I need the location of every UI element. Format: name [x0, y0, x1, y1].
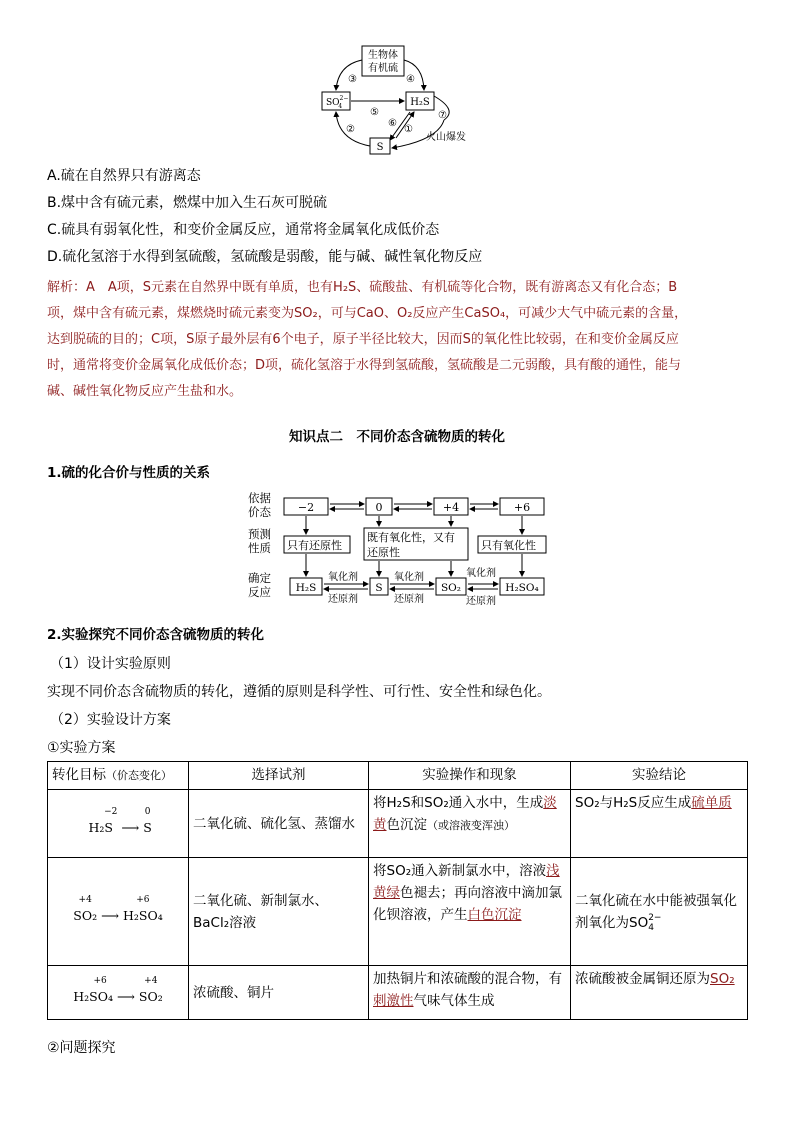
step-5: ⑤ — [370, 107, 379, 118]
valence-minus2: −2 — [297, 501, 315, 514]
design-principle: 实现不同价态含硫物质的转化，遵循的原则是科学性、可行性、安全性和绿色化。 — [47, 684, 551, 700]
option-c: C.硫具有弱氧化性，和变价金属反应，通常将金属氧化成低价态 — [47, 222, 440, 238]
option-a: A.硫在自然界只有游离态 — [47, 168, 201, 184]
reagents-3: 浓硫酸、铜片 — [189, 966, 369, 1020]
target-so2-to-h2so4: +4 SO₂ ⟶ +6 H₂SO₄ — [48, 858, 189, 966]
table-row — [48, 790, 748, 858]
species-so2: SO₂ — [440, 582, 462, 594]
row1-label-2: 价态 — [248, 505, 271, 519]
target-h2s-to-s: −2 H₂S ⟶ 0 S — [48, 790, 189, 858]
table-row — [48, 858, 748, 966]
row1-label-1: 依据 — [248, 491, 271, 505]
prop-both-1: 既有氧化性，又有 — [367, 531, 455, 544]
oxidant-2: 氧化剂 — [394, 572, 424, 583]
table-header-row — [48, 762, 748, 790]
row3-label-1: 确定 — [248, 571, 271, 585]
explanation-line-3: 达到脱硫的目的；C项，S原子最外层有6个电子，原子半径比较大，因而S的氧化性比较弱，在和变价金属反应 — [47, 332, 679, 347]
valence-plus6: +6 — [513, 501, 531, 514]
step-3: ③ — [348, 74, 357, 85]
valence-plus4: +4 — [442, 501, 460, 514]
conclusion-2: 二氧化硫在水中能被强氧化剂氧化为SO 2− 4 — [571, 858, 748, 966]
bio-label-2: 有机硫 — [368, 63, 398, 74]
reductant-3: 还原剂 — [466, 596, 496, 607]
explanation-line-2: 项，煤中含有硫元素，煤燃烧时硫元素变为SO₂，可与CaO、O₂反应产生CaSO₄，可减少大气中硫元素的含量， — [47, 306, 688, 321]
section-title: 知识点二 不同价态含硫物质的转化 — [289, 429, 505, 445]
table-row — [48, 966, 748, 1020]
prop-reducing-only: 只有还原性 — [287, 539, 342, 552]
step-4: ④ — [406, 74, 415, 85]
step-1: ① — [404, 124, 413, 135]
option-b: B.煤中含有硫元素，燃煤中加入生石灰可脱硫 — [47, 195, 328, 211]
species-s: S — [375, 582, 383, 594]
experiment-plan-heading: ①实验方案 — [47, 740, 116, 756]
target-h2so4-to-so2: +6 H₂SO₄ ⟶ +4 SO₂ — [48, 966, 189, 1020]
explanation-line-4: 时，通常将变价金属氧化成低价态；D项，硫化氢溶于水得到氢硫酸，氢硫酸是二元弱酸，具有酸的通性，能与 — [47, 358, 682, 373]
species-h2s: H₂S — [295, 582, 317, 594]
step-7: ⑦ — [438, 110, 447, 121]
conclusion-3: 浓硫酸被金属铜还原为SO₂ — [571, 966, 748, 1020]
species-h2so4: H₂SO₄ — [505, 582, 539, 594]
row2-label-2: 性质 — [248, 541, 271, 555]
experiment-table — [47, 761, 748, 1020]
reagents-1: 二氧化硫、硫化氢、蒸馏水 — [189, 790, 369, 858]
header-reagents: 选择试剂 — [189, 762, 369, 790]
option-d: D.硫化氢溶于水得到氢硫酸，氢硫酸是弱酸，能与碱、碱性氧化物反应 — [47, 249, 483, 265]
h2s-label: H₂S — [410, 97, 430, 108]
problem-inquiry-heading: ②问题探究 — [47, 1040, 116, 1056]
header-conclusion: 实验结论 — [571, 762, 748, 790]
sulfur-label: S — [376, 142, 384, 153]
header-operation: 实验操作和现象 — [369, 762, 571, 790]
header-target: 转化目标（价态变化） — [48, 762, 189, 790]
design-plan-heading: （2）实验设计方案 — [50, 712, 171, 728]
explanation — [47, 275, 751, 405]
explanation-line-1: 解析：A A项，S元素在自然界中既有单质，也有H₂S、硫酸盐、有机硫等化合物，既有游离态又有化合态；B — [47, 280, 678, 295]
bio-label-1: 生物体 — [368, 50, 398, 61]
operation-1: 将H₂S和SO₂通入水中，生成淡黄色沉淀（或溶液变浑浊） — [369, 790, 571, 858]
explanation-line-5: 碱、碱性氧化物反应产生盐和水。 — [47, 384, 243, 399]
conclusion-1: SO₂与H₂S反应生成硫单质 — [571, 790, 748, 858]
row3-label-2: 反应 — [248, 585, 271, 599]
reagents-2: 二氧化硫、新制氯水、 BaCl₂溶液 — [189, 858, 369, 966]
operation-2: 将SO₂通入新制氯水中，溶液浅黄绿色褪去；再向溶液中滴加氯化钡溶液，产生白色沉淀 — [369, 858, 571, 966]
reductant-1: 还原剂 — [328, 594, 358, 605]
operation-3: 加热铜片和浓硫酸的混合物，有刺激性气味气体生成 — [369, 966, 571, 1020]
volcano-label: 火山爆发 — [426, 132, 466, 143]
valence-diagram — [240, 488, 560, 608]
prop-both-2: 还原性 — [367, 546, 400, 559]
design-principle-heading: （1）设计实验原则 — [50, 656, 171, 672]
prop-oxidizing-only: 只有氧化性 — [481, 539, 536, 552]
heading-valence-properties: 1.硫的化合价与性质的关系 — [47, 465, 211, 481]
sulfate-label: $SO^{2-}$ 4 — [326, 95, 349, 110]
valence-0: 0 — [375, 501, 383, 514]
row2-label-1: 预测 — [248, 527, 271, 541]
step-2: ② — [346, 124, 355, 135]
oxidant-1: 氧化剂 — [328, 572, 358, 583]
oxidant-3: 氧化剂 — [466, 568, 496, 579]
step-6: ⑥ — [388, 118, 397, 129]
sulfur-cycle-diagram — [318, 40, 478, 160]
reductant-2: 还原剂 — [394, 594, 424, 605]
heading-experiment: 2.实验探究不同价态含硫物质的转化 — [47, 627, 265, 643]
